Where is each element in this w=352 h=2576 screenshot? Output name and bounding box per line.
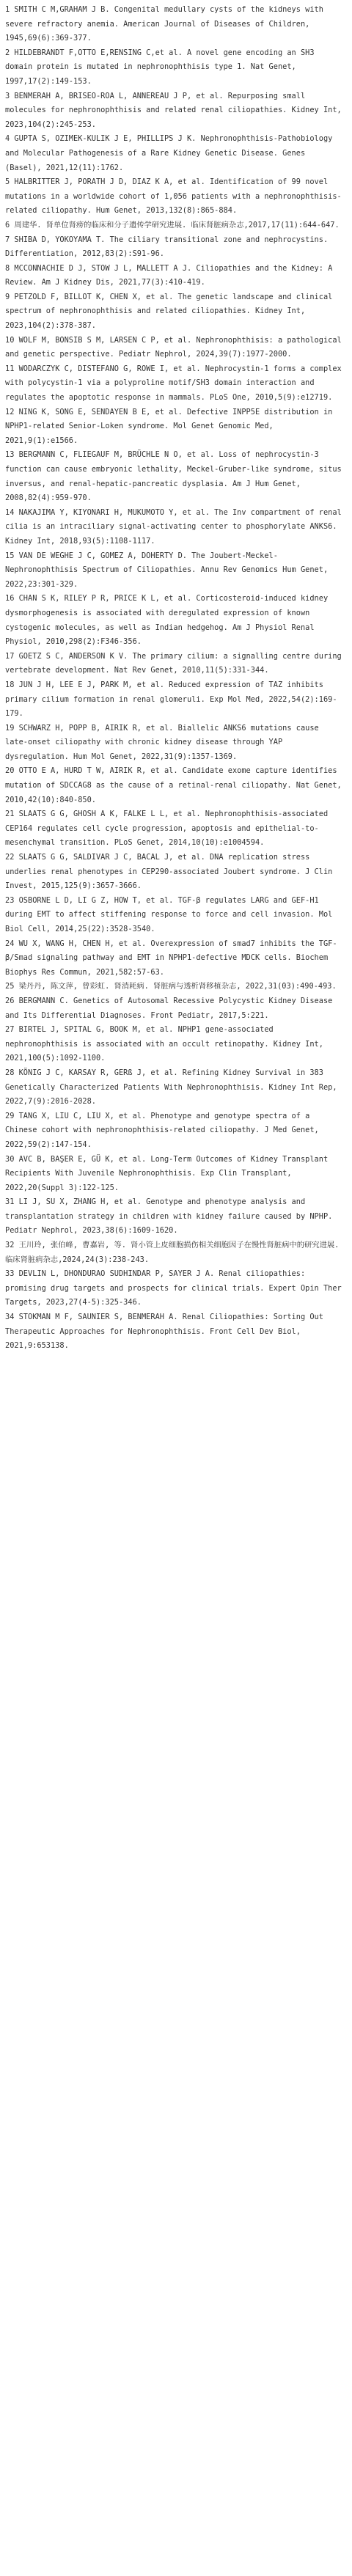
reference-item: 34 STOKMAN M F, SAUNIER S, BENMERAH A. Renal Ciliopathies: Sorting Out Therapeutic Approaches for Nephronophthisis. Front Cell Dev Biol, 2021,9:653138. (5, 1313, 323, 1351)
reference-item: 3 BENMERAH A, BRISEO-ROA L, ANNEREAU J P, et al. Repurposing small molecules for nephronophthisis and related renal ciliopathies. Kidney Int, 2023,104(2):245-253. (5, 91, 342, 129)
reference-item: 24 WU X, WANG H, CHEN H, et al. Overexpression of smad7 inhibits the TGF-β/Smad signaling pathway and EMT in NPHP1-defective MDCK cells. Biochem Biophys Res Commun, 2021,582:57-63. (5, 939, 337, 977)
reference-item: 27 BIRTEL J, SPITAL G, BOOK M, et al. NPHP1 gene-associated nephronophthisis is associated with an occult retinopathy. Kidney Int, 2021,100(5):1092-1100. (5, 1025, 323, 1063)
reference-item: 9 PETZOLD F, BILLOT K, CHEN X, et al. The genetic landscape and clinical spectrum of nephronophthisis and related ciliopathies. Kidney Int, 2023,104(2):378-387. (5, 292, 333, 331)
reference-item: 13 BERGMANN C, FLIEGAUF M, BRÜCHLE N O, et al. Loss of nephrocystin-3 function can cause embryonic lethality, Meckel-Gruber-like syndrome, situs inversus, and renal-hepatic-pancreatic dysplasia. Am J Hum Genet, 2008,82(4):959-970. (5, 450, 342, 503)
reference-item: 23 OSBORNE L D, LI G Z, HOW T, et al. TGF-β regulates LARG and GEF-H1 during EMT to affect stiffening response to force and cell invasion. Mol Biol Cell, 2014,25(22):3528-3540. (5, 895, 333, 933)
reference-item: 4 GUPTA S, OZIMEK-KULIK J E, PHILLIPS J K. Nephronophthisis-Pathobiology and Molecular Pathogenesis of a Rare Kidney Genetic Disease. Genes (Basel), 2021,12(11):1762. (5, 134, 333, 172)
reference-item: 15 VAN DE WEGHE J C, GOMEZ A, DOHERTY D. The Joubert-Meckel-Nephronophthisis Spectrum of Ciliopathies. Annu Rev Genomics Hum Genet, 2022,23:301-329. (5, 551, 329, 589)
reference-item: 18 JUN J H, LEE E J, PARK M, et al. Reduced expression of TAZ inhibits primary cilium formation in renal glomeruli. Exp Mol Med, 2022,54(2):169-179. (5, 680, 337, 719)
reference-item: 5 HALBRITTER J, PORATH J D, DIAZ K A, et al. Identification of 99 novel mutations in a worldwide cohort of 1,056 patients with a nephronophthisis-related ciliopathy. Hum Genet, 2013,132(8):865-884. (5, 177, 342, 216)
reference-item: 12 NING K, SONG E, SENDAYEN B E, et al. Defective INPP5E distribution in NPHP1-related Senior-Loken syndrome. Mol Genet Genomic Med, 2021,9(1):e1566. (5, 407, 333, 445)
reference-item: 28 KÖNIG J C, KARSAY R, GERß J, et al. Refining Kidney Survival in 383 Genetically Characterized Patients With Nephronophthisis. Kidney Int Rep, 2022,7(9):2016-2028. (5, 1068, 337, 1107)
reference-list (5, 3, 345, 1354)
reference-item: 8 MCCONNACHIE D J, STOW J L, MALLETT A J. Ciliopathies and the Kidney: A Review. Am J Kidney Dis, 2021,77(3):410-419. (5, 263, 333, 287)
reference-item: 31 LI J, SU X, ZHANG H, et al. Genotype and phenotype analysis and transplantation strategy in children with kidney failure caused by NPHP. Pediatr Nephrol, 2023,38(6):1609-1620. (5, 1197, 333, 1236)
reference-item: 16 CHAN S K, RILEY P R, PRICE K L, et al. Corticosteroid-induced kidney dysmorphogenesis is associated with deregulated expression of known cystogenic molecules, as well as Indian hedgehog. Am J Physiol Renal Physiol, 2010,298(2):F346-356. (5, 594, 329, 647)
reference-item: 22 SLAATS G G, SALDIVAR J C, BACAL J, et al. DNA replication stress underlies renal phenotypes in CEP290-associated Joubert syndrome. J Clin Invest, 2015,125(9):3657-3666. (5, 853, 333, 891)
reference-item: 29 TANG X, LIU C, LIU X, et al. Phenotype and genotype spectra of a Chinese cohort with nephronophthisis-related ciliopathy. J Med Genet, 2022,59(2):147-154. (5, 1111, 319, 1149)
reference-item: 1 SMITH C M,GRAHAM J B. Congenital medullary cysts of the kidneys with severe refractory anemia. American Journal of Diseases of Children, 1945,69(6):369-377. (5, 5, 323, 43)
reference-item: 14 NAKAJIMA Y, KIYONARI H, MUKUMOTO Y, et al. The Inv compartment of renal cilia is an intraciliary signal-activating center to phosphorylate ANKS6. Kidney Int, 2018,93(5):1108-1117. (5, 507, 342, 546)
reference-item: 6 周建华. 肾单位肾痨的临床和分子遗传学研究进展. 临床肾脏病杂志,2017,17(11):644-647. (5, 220, 340, 230)
reference-item: 11 WODARCZYK C, DISTEFANO G, ROWE I, et al. Nephrocystin-1 forms a complex with polycystin-1 via a polyproline motif/SH3 domain interaction and regulates the apoptotic response in mammals. PLoS One, 2010,5(9):e12719. (5, 364, 342, 403)
reference-item: 33 DEVLIN L, DHONDURAO SUDHINDAR P, SAYER J A. Renal ciliopathies: promising drug targets and prospects for clinical trials. Expert Opin Ther Targets, 2023,27(4-5):325-346. (5, 1269, 342, 1307)
reference-item: 10 WOLF M, BONSIB S M, LARSEN C P, et al. Nephronophthisis: a pathological and genetic perspective. Pediatr Nephrol, 2024,39(7):1977-2000. (5, 335, 342, 359)
reference-item: 32 王川玲, 张伯峰, 曹嘉岩, 等. 肾小管上皮细胞损伤相关细胞因子在慢性肾脏病中的研究进展. 临床肾脏病杂志,2024,24(3):238-243. (5, 1241, 340, 1264)
reference-item: 2 HILDEBRANDT F,OTTO E,RENSING C,et al. A novel gene encoding an SH3 domain protein is mutated in nephronophthisis type 1. Nat Genet, 1997,17(2):149-153. (5, 48, 315, 86)
reference-item: 7 SHIBA D, YOKOYAMA T. The ciliary transitional zone and nephrocystins. Differentiation, 2012,83(2):S91-96. (5, 235, 329, 259)
reference-item: 17 GOETZ S C, ANDERSON K V. The primary cilium: a signalling centre during vertebrate development. Nat Rev Genet, 2010,11(5):331-344. (5, 651, 342, 675)
reference-item: 21 SLAATS G G, GHOSH A K, FALKE L L, et al. Nephronophthisis-associated CEP164 regulates cell cycle progression, apoptosis and epithelial-to-mesenchymal transition. PLoS Genet, 2014,10(10):e1004594. (5, 810, 329, 848)
reference-item: 20 OTTO E A, HURD T W, AIRIK R, et al. Candidate exome capture identifies mutation of SDCCAG8 as the cause of a retinal-renal ciliopathy. Nat Genet, 2010,42(10):840-850. (5, 766, 342, 804)
reference-item: 25 梁丹丹, 陈文萍, 曾彩虹. 肾消耗病. 肾脏病与透析肾移植杂志, 2022,31(03):490-493. (5, 982, 337, 991)
reference-item: 19 SCHWARZ H, POPP B, AIRIK R, et al. Biallelic ANKS6 mutations cause late-onset ciliopathy with chronic kidney disease through YAP dysregulation. Hum Mol Genet, 2022,31(9):1357-1369. (5, 723, 319, 761)
reference-item: 30 AVC B, BAŞER E, GÜ K, et al. Long-Term Outcomes of Kidney Transplant Recipients With Juvenile Nephronophthisis. Exp Clin Transplant, 2022,20(Suppl 3):122-125. (5, 1154, 329, 1192)
reference-item: 26 BERGMANN C. Genetics of Autosomal Recessive Polycystic Kidney Disease and Its Differential Diagnoses. Front Pediatr, 2017,5:221. (5, 996, 333, 1020)
